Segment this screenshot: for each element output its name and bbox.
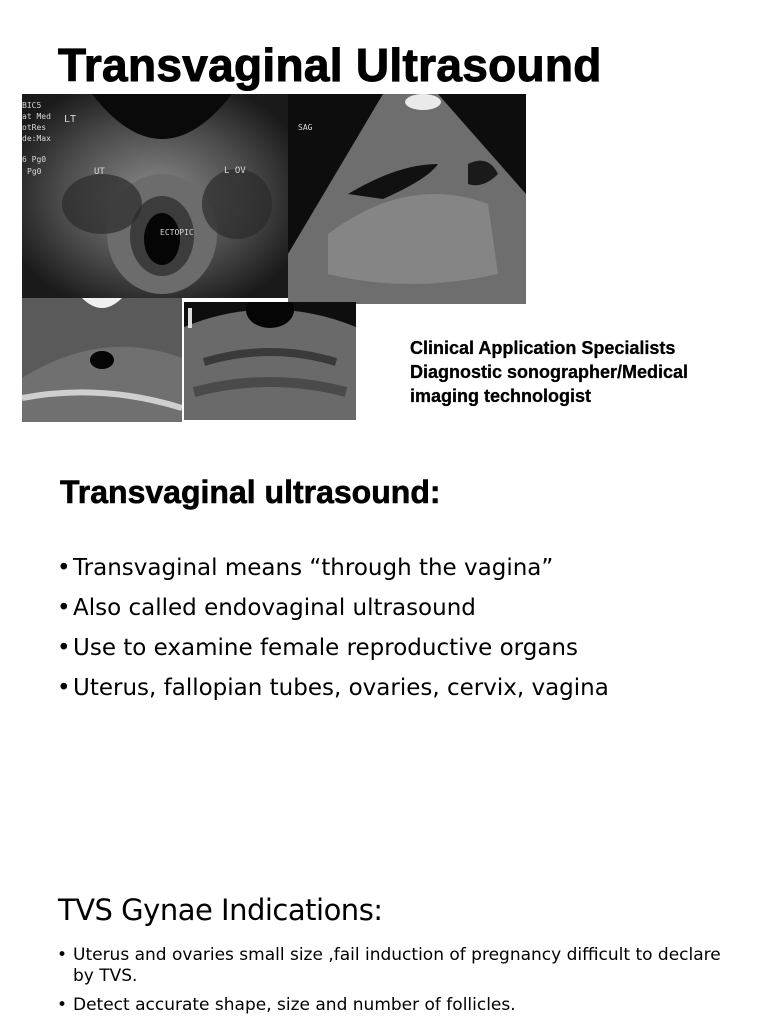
credit-line: imaging technologist	[410, 386, 592, 406]
ultrasound-image-ectopic	[22, 94, 288, 298]
label-l-ov: L OV	[224, 166, 246, 176]
credits-block	[410, 336, 688, 408]
label-ut: UT	[94, 167, 105, 177]
slide-title: Transvaginal Ultrasound	[58, 39, 602, 91]
bullet-list	[57, 548, 609, 708]
side-text: BIC5	[22, 101, 42, 110]
ultrasound-image-sagittal	[288, 94, 526, 304]
list-item: • Also called endovaginal ultrasound	[57, 588, 609, 628]
credit-line: Diagnostic sonographer/Medical	[410, 362, 689, 382]
list-item: • Transvaginal means “through the vagina”	[57, 548, 609, 588]
side-text: de:Max	[22, 134, 51, 143]
side-text: 6 Pg0	[22, 155, 47, 164]
ultrasound-image-ovary	[22, 298, 182, 422]
indications-list	[57, 945, 737, 1024]
side-text: at Med	[22, 112, 51, 121]
list-item: • Detect accurate shape, size and number of follicles.	[57, 995, 737, 1016]
ultrasound-image-fan	[184, 302, 356, 420]
list-item: • Uterus and ovaries small size ,fail induction of pregnancy difficult to declare by TVS.	[57, 945, 737, 987]
list-item: • Uterus, fallopian tubes, ovaries, cervix, vagina	[57, 668, 609, 708]
side-text: Pg0	[27, 167, 42, 176]
section-heading: Transvaginal ultrasound:	[60, 474, 441, 510]
label-ectopic: ECTOPIC	[160, 228, 194, 237]
credit-line: Clinical Application Specialists	[410, 338, 676, 358]
label-sag: SAG	[298, 123, 313, 132]
side-text: otRes	[22, 123, 47, 132]
list-item: • Use to examine female reproductive organs	[57, 628, 609, 668]
indications-heading: TVS Gynae Indications:	[58, 893, 383, 927]
label-lt: LT	[64, 114, 77, 125]
